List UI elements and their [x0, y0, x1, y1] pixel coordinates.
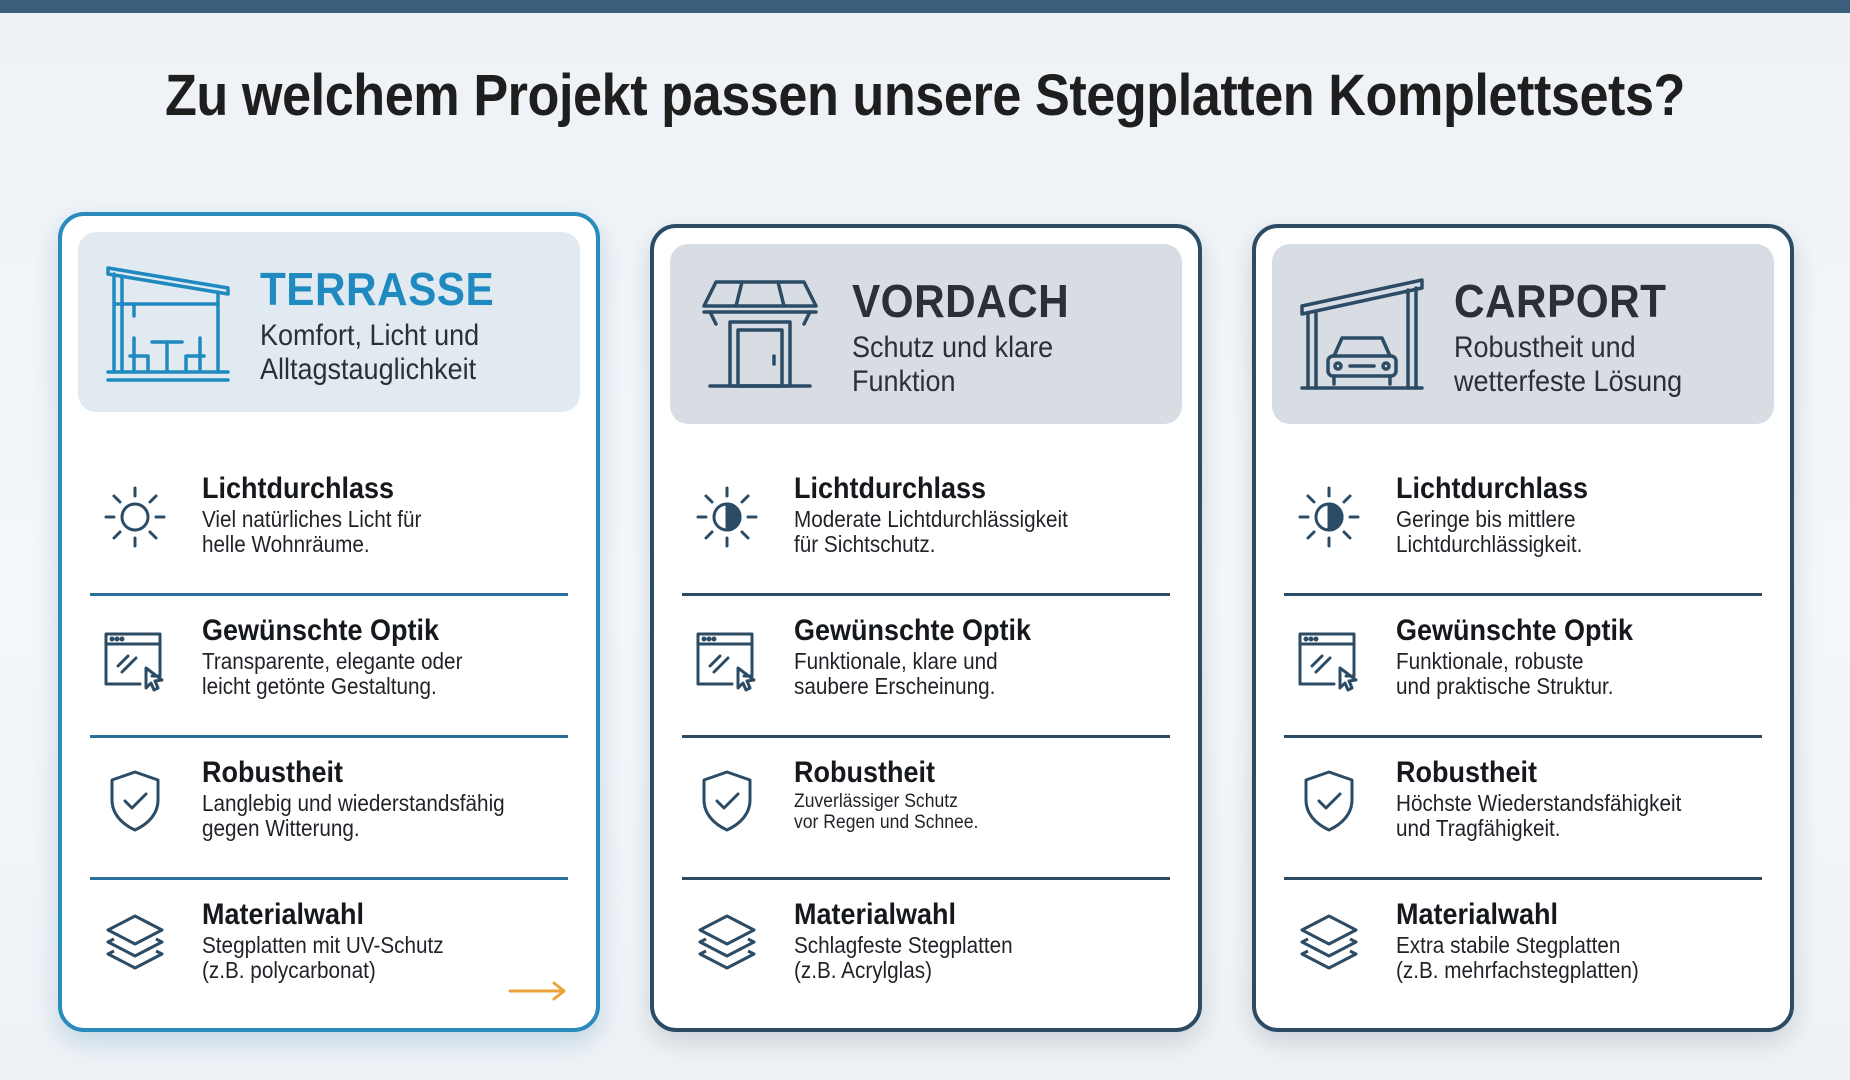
- card-vordach[interactable]: [650, 224, 1202, 1032]
- arrow-right-icon[interactable]: [508, 980, 568, 1002]
- feature-row-materialwahl: [90, 878, 568, 1019]
- card-subtitle: Komfort, Licht und Alltagstauglichkeit: [260, 318, 480, 387]
- feature-row-lichtdurchlass: [682, 452, 1170, 596]
- row-description: Transparente, elegante oder leicht getönte Gestaltung.: [202, 647, 463, 699]
- row-description: Höchste Wiederstandsfähigkeit und Tragfähigkeit.: [1396, 789, 1682, 841]
- row-title: Materialwahl: [794, 898, 957, 931]
- window-cursor-icon: [100, 624, 170, 694]
- carport-icon: [1298, 272, 1426, 400]
- card-header-text: [1454, 276, 1708, 400]
- card-carport[interactable]: [1252, 224, 1794, 1032]
- row-description: Langlebig und wiederstandsfähig gegen Witterung.: [202, 789, 505, 841]
- feature-row-optik: [682, 594, 1170, 738]
- row-description: Stegplatten mit UV-Schutz (z.B. polycarbonat): [202, 931, 444, 983]
- row-description: Viel natürliches Licht für helle Wohnräume.: [202, 505, 422, 557]
- feature-row-optik: [1284, 594, 1762, 738]
- row-description: Schlagfeste Stegplatten (z.B. Acrylglas): [794, 931, 1013, 983]
- top-accent-bar: [0, 0, 1850, 13]
- shield-check-icon: [1294, 766, 1364, 836]
- layers-icon: [100, 908, 170, 978]
- feature-row-lichtdurchlass: [90, 452, 568, 596]
- feature-row-materialwahl: [1284, 878, 1762, 1019]
- card-subtitle: Schutz und klare Funktion: [852, 330, 1054, 399]
- half-sun-icon: [1294, 482, 1364, 552]
- layers-icon: [1294, 908, 1364, 978]
- card-header: [78, 232, 580, 412]
- row-title: Robustheit: [794, 756, 935, 789]
- row-description: Moderate Lichtdurchlässigkeit für Sichtschutz.: [794, 505, 1068, 557]
- row-title: Materialwahl: [202, 898, 365, 931]
- page-title: Zu welchem Projekt passen unsere Stegplatten Komplettsets?: [164, 63, 1685, 128]
- window-cursor-icon: [1294, 624, 1364, 694]
- card-title: CARPORT: [1454, 275, 1667, 327]
- feature-row-robustheit: [1284, 736, 1762, 880]
- shield-check-icon: [100, 766, 170, 836]
- row-title: Gewünschte Optik: [1396, 614, 1634, 647]
- card-header-text: [852, 276, 1088, 400]
- card-header: [670, 244, 1182, 424]
- row-title: Lichtdurchlass: [202, 472, 395, 505]
- row-title: Lichtdurchlass: [794, 472, 987, 505]
- feature-row-robustheit: [90, 736, 568, 880]
- row-description: Funktionale, klare und saubere Erscheinung.: [794, 647, 998, 699]
- row-description: Extra stabile Stegplatten (z.B. mehrfachstegplatten): [1396, 931, 1639, 983]
- half-sun-icon: [692, 482, 762, 552]
- card-title: VORDACH: [852, 275, 1070, 327]
- shield-check-icon: [692, 766, 762, 836]
- canopy-door-icon: [696, 272, 824, 400]
- feature-row-optik: [90, 594, 568, 738]
- row-title: Gewünschte Optik: [794, 614, 1032, 647]
- row-title: Robustheit: [202, 756, 343, 789]
- row-description: Geringe bis mittlere Lichtdurchlässigkeit.: [1396, 505, 1583, 557]
- card-subtitle: Robustheit und wetterfeste Lösung: [1454, 330, 1683, 399]
- row-title: Gewünschte Optik: [202, 614, 440, 647]
- card-header-text: [260, 264, 514, 388]
- card-header: [1272, 244, 1774, 424]
- row-title: Robustheit: [1396, 756, 1537, 789]
- window-cursor-icon: [692, 624, 762, 694]
- feature-row-robustheit: [682, 736, 1170, 880]
- row-title: Materialwahl: [1396, 898, 1559, 931]
- feature-row-materialwahl: [682, 878, 1170, 1019]
- row-title: Lichtdurchlass: [1396, 472, 1589, 505]
- terrace-icon: [104, 260, 232, 388]
- row-description: Funktionale, robuste und praktische Struktur.: [1396, 647, 1614, 699]
- card-title: TERRASSE: [260, 263, 495, 315]
- feature-row-lichtdurchlass: [1284, 452, 1762, 596]
- sun-icon: [100, 482, 170, 552]
- row-description: Zuverlässiger Schutz vor Regen und Schnee.: [794, 789, 979, 834]
- card-terrasse[interactable]: [58, 212, 600, 1032]
- layers-icon: [692, 908, 762, 978]
